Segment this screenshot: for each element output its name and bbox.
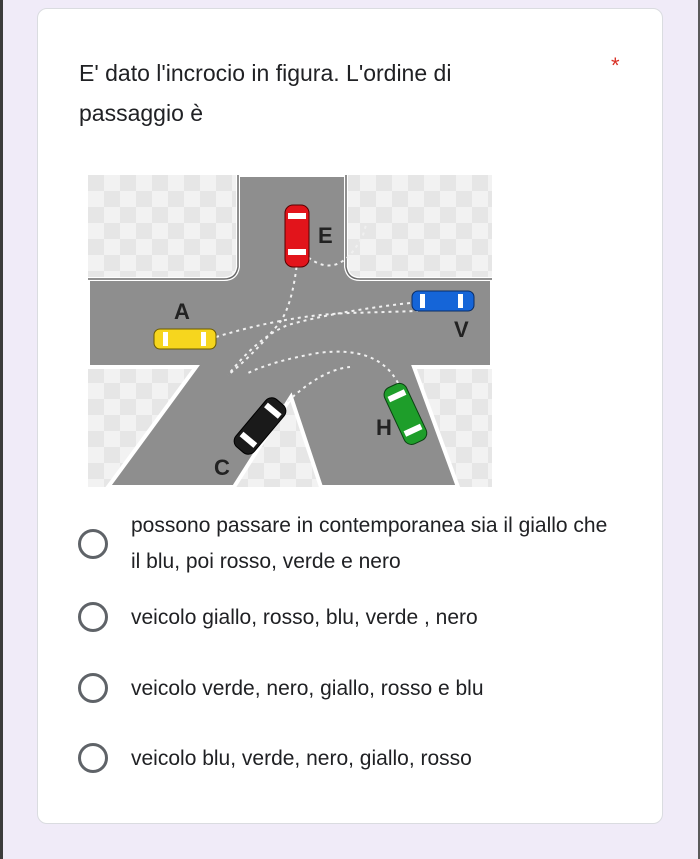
yellow-car [154,329,216,349]
window-edge-left [0,0,3,859]
label-h: H [376,415,392,440]
radio-button[interactable] [78,673,108,703]
radio-button[interactable] [78,529,108,559]
option-label: veicolo giallo, rosso, blu, verde , nero [131,606,478,629]
intersection-figure [88,175,492,487]
question-title: E' dato l'incrocio in figura. L'ordine di passaggio è [79,60,452,126]
label-c: C [214,455,230,480]
radio-button[interactable] [78,602,108,632]
red-car [285,205,309,267]
required-marker: * [611,53,620,78]
intersection-diagram [88,175,492,487]
option-label: possono passare in contemporanea sia il giallo che il blu, poi rosso, verde e nero [131,514,608,573]
question-card [37,8,663,824]
label-e: E [318,223,333,248]
label-v: V [454,317,469,342]
option-label: veicolo blu, verde, nero, giallo, rosso [131,747,472,770]
option-label: veicolo verde, nero, giallo, rosso e blu [131,677,484,700]
blue-car [412,291,474,311]
label-a: A [174,299,190,324]
radio-button[interactable] [78,743,108,773]
